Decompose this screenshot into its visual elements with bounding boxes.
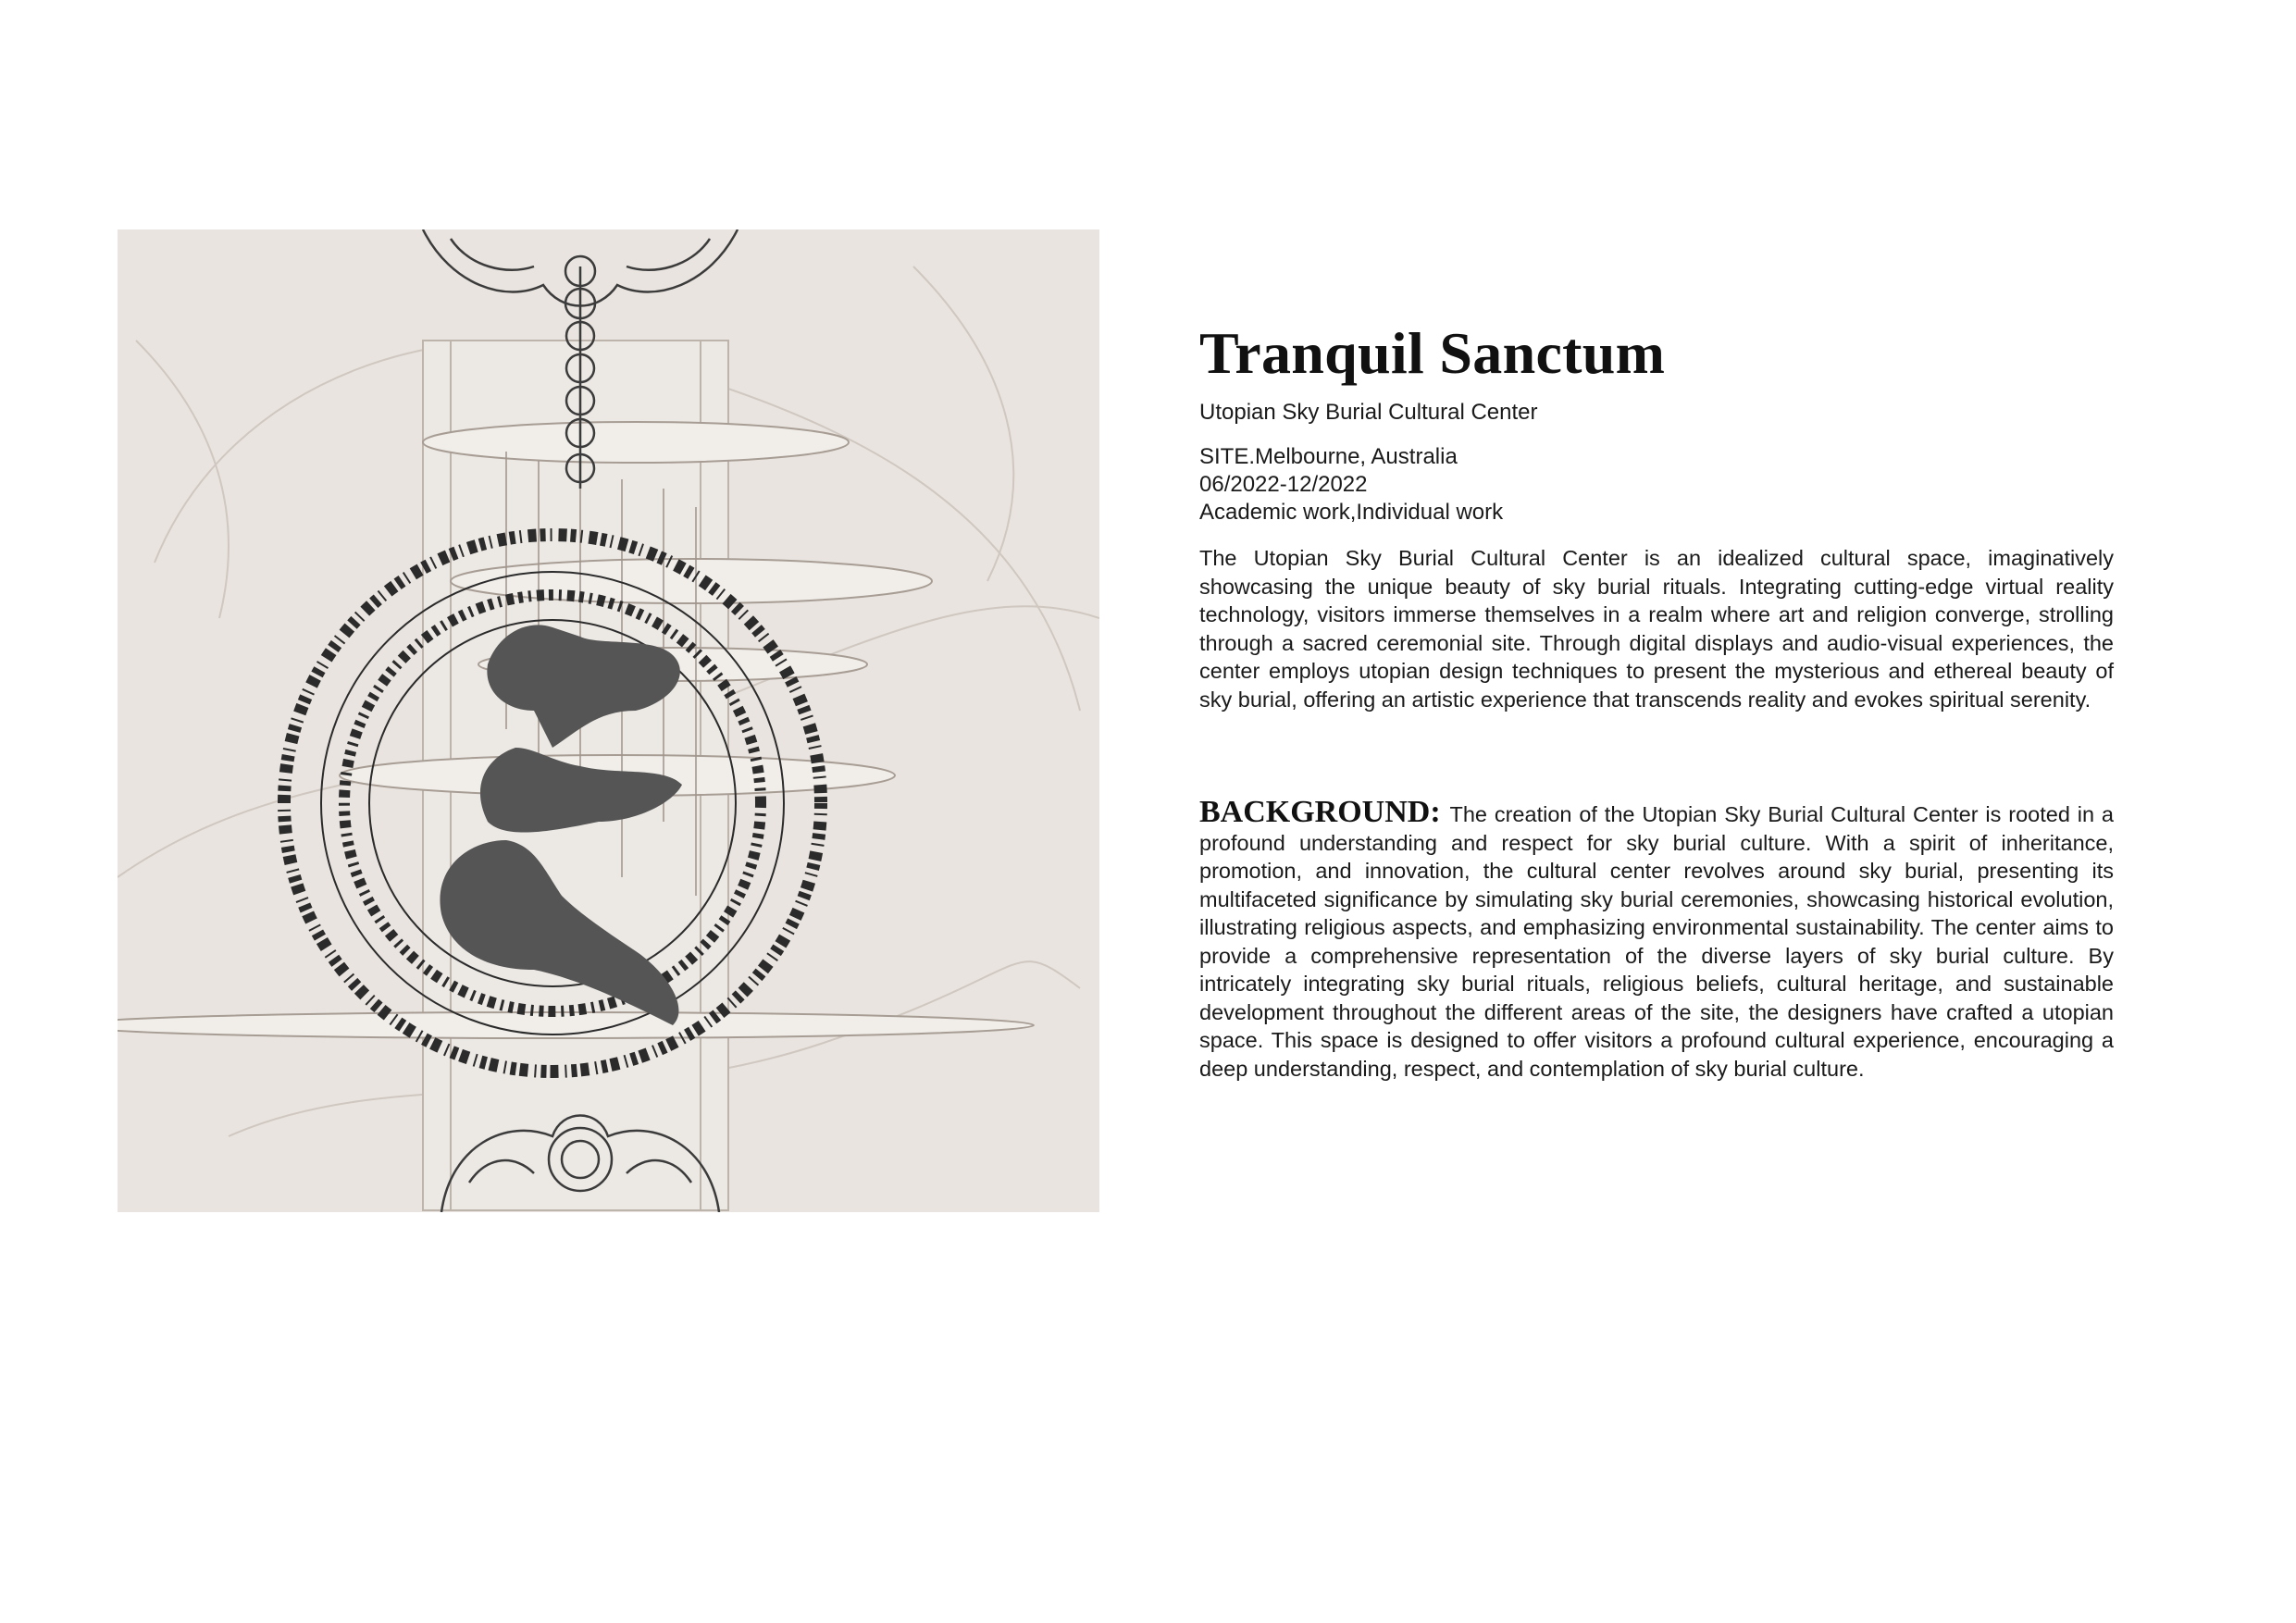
background-heading: BACKGROUND:	[1199, 795, 1450, 829]
project-subtitle: Utopian Sky Burial Cultural Center	[1199, 400, 1538, 425]
artwork-image	[118, 229, 1099, 1212]
meta-site: SITE.Melbourne, Australia	[1199, 444, 1458, 469]
background-section	[1199, 795, 2114, 1083]
background-body: The creation of the Utopian Sky Burial Cultural Center is rooted in a profound understanding and respect for sky burial culture. With a spirit of inheritance, promotion, and innovation, the cultural center revolves around sky burial, presenting its multifaceted significance by simulating sky burial ceremonies, showcasing historical evolution, illustrating religious aspects, and emphasizing environmental sustainability. The center aims to provide a comprehensive representation of the diverse layers of sky burial culture. By intricately integrating sky burial rituals, religious beliefs, cultural heritage, and sustainable development throughout the different areas of the site, the designers have crafted a utopian space. This space is designed to offer visitors a profound cultural experience, encouraging a deep understanding, respect, and contemplation of sky burial culture.	[1199, 802, 2114, 1081]
project-description: The Utopian Sky Burial Cultural Center is an idealized cultural space, imaginatively showcasing the unique beauty of sky burial rituals. Integrating cutting-edge virtual reality technology, visitors immerse themselves in a realm where art and religion converge, strolling through a sacred ceremonial site. Through digital displays and audio-visual experiences, the center employs utopian design techniques to present the mysterious and ethereal beauty of sky burial, offering an artistic experience that transcends reality and evokes spiritual serenity.	[1199, 546, 2114, 712]
project-title: Tranquil Sanctum	[1199, 320, 1666, 386]
project-info	[1199, 319, 2114, 1083]
meta-work-type: Academic work,Individual work	[1199, 500, 1504, 525]
meta-dates: 06/2022-12/2022	[1199, 472, 1368, 497]
project-meta	[1199, 443, 2114, 527]
